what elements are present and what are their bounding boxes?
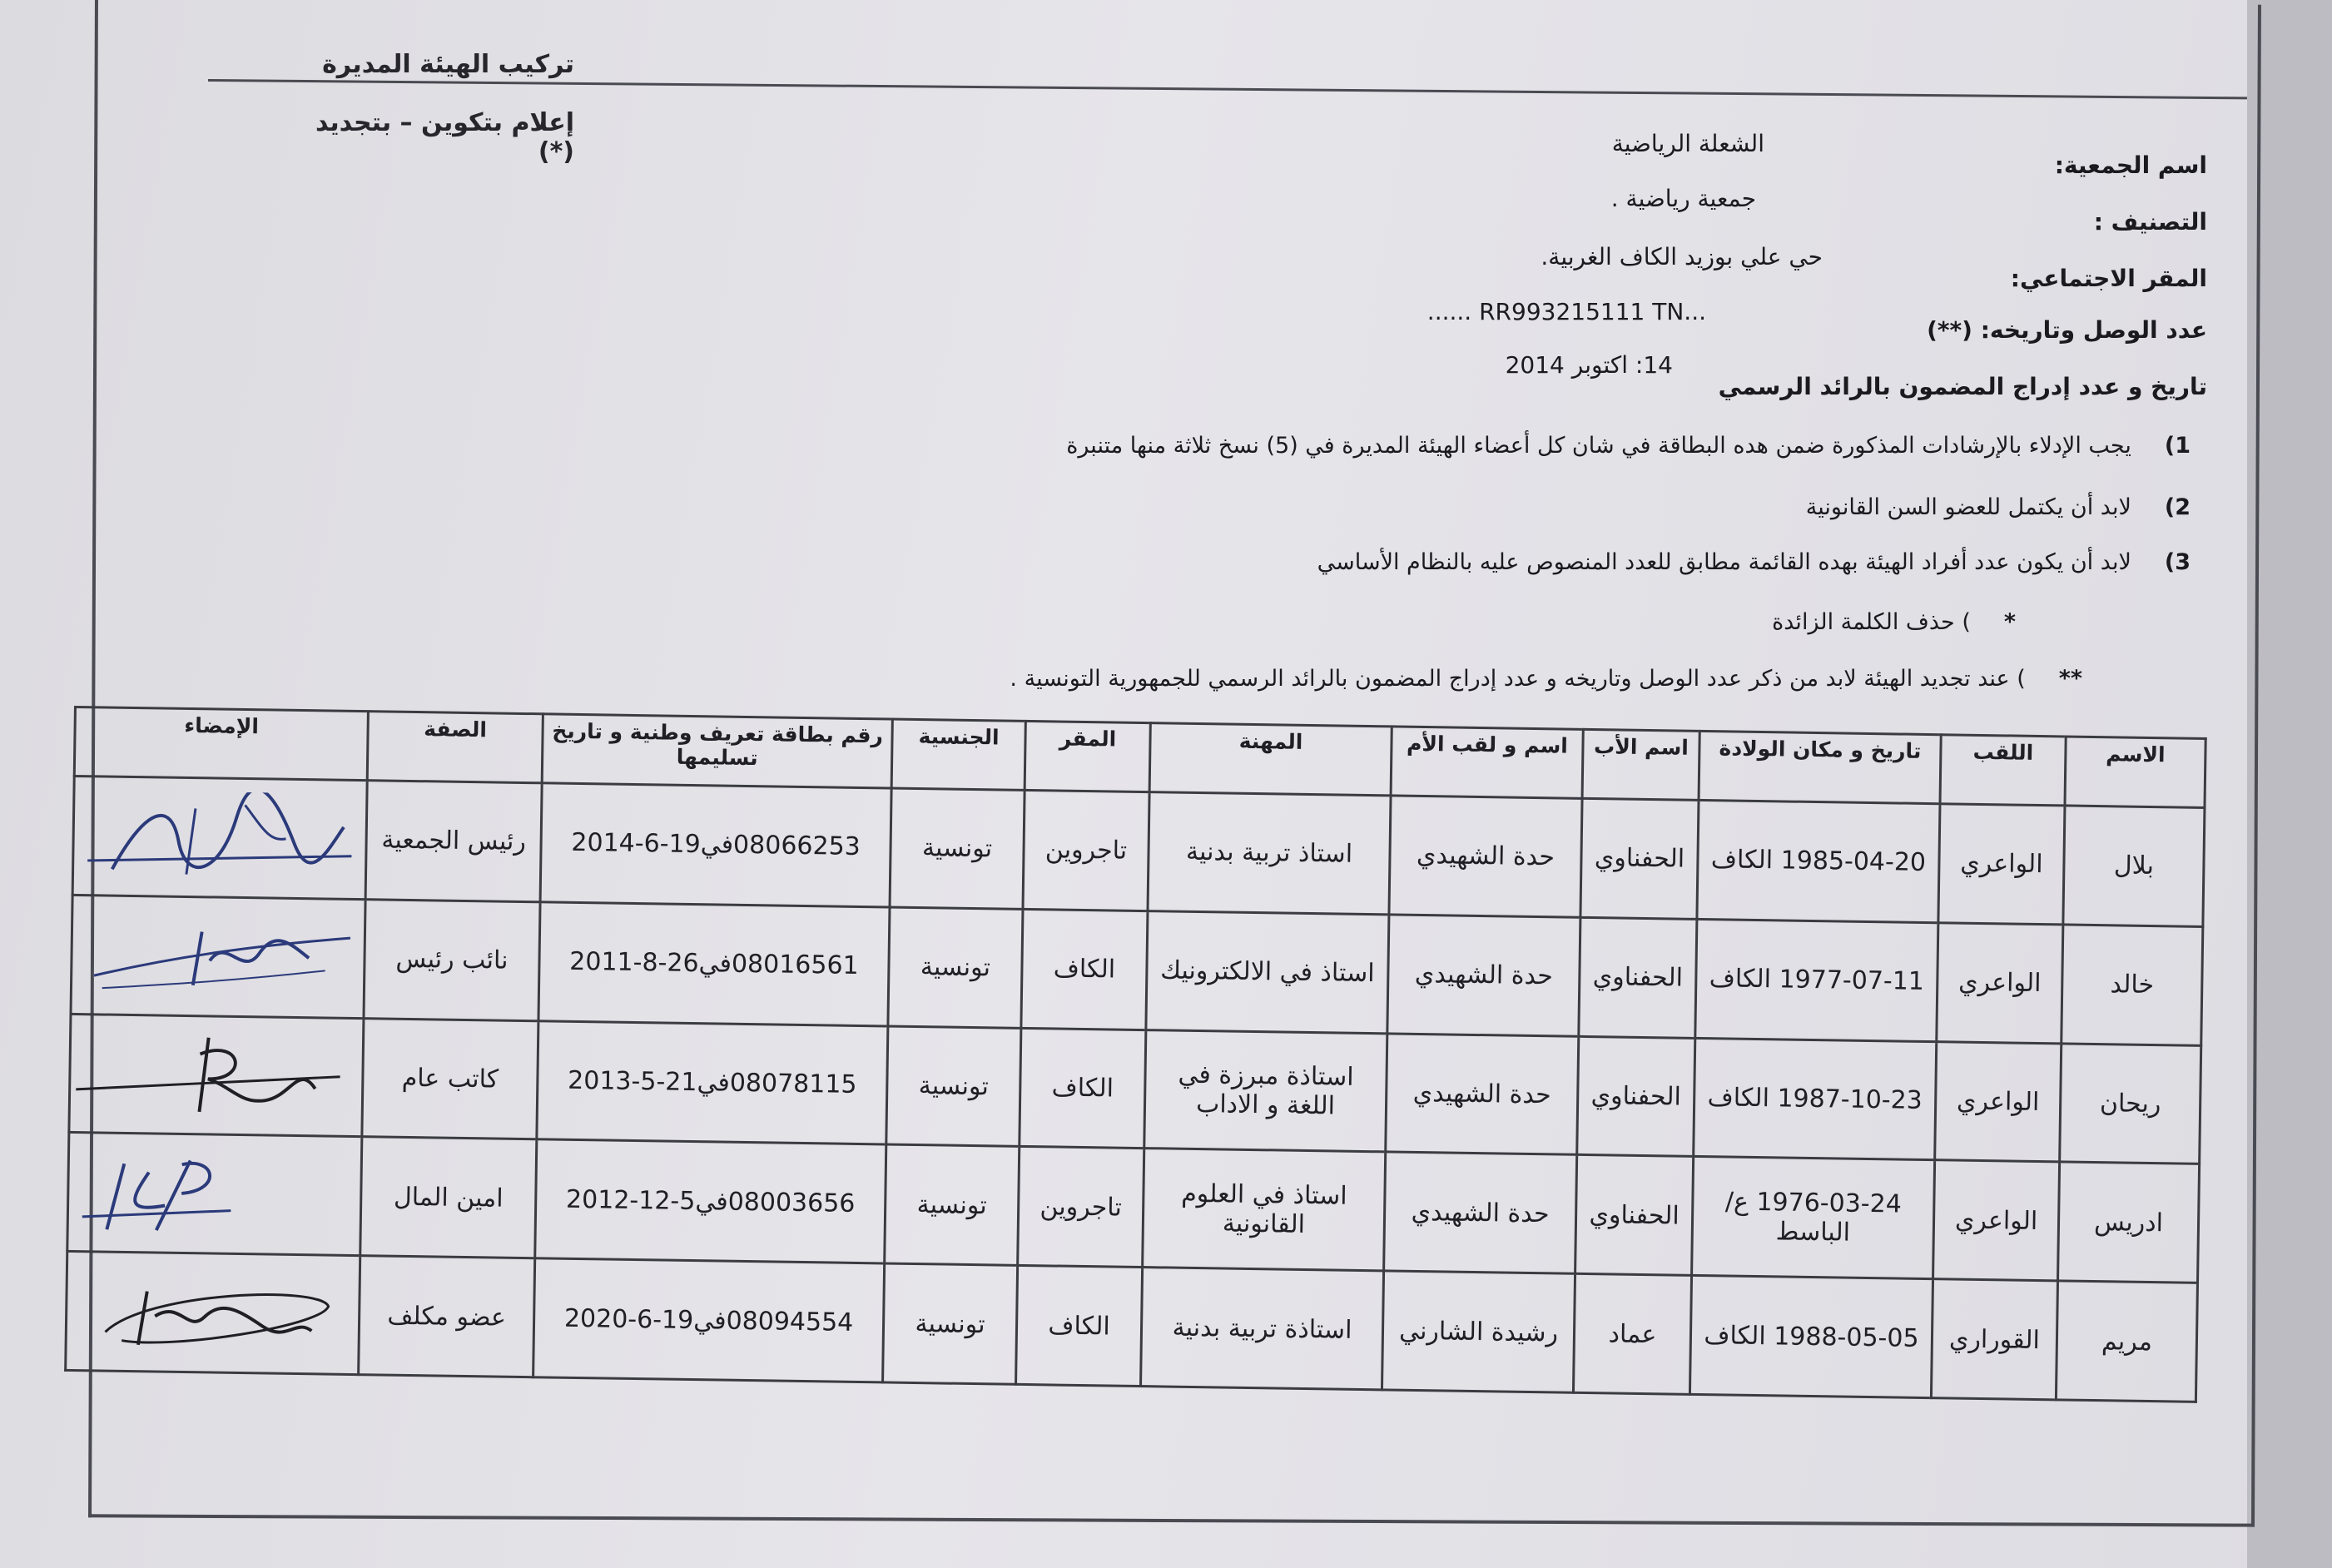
cell-surname: الواعري: [1935, 1041, 2062, 1162]
signature-3: [76, 1028, 358, 1124]
col-header-name: الاسم: [2065, 737, 2205, 807]
field-label-name: اسم الجمعية:: [2054, 151, 2207, 179]
cell-mother: حدة الشهيدي: [1386, 1033, 1579, 1154]
cell-mother: حدة الشهيدي: [1387, 915, 1580, 1036]
cell-signature: [69, 1014, 364, 1137]
col-header-signature: الإمضاء: [74, 707, 368, 780]
cell-birth: 1988-05-05 الكاف: [1689, 1276, 1933, 1398]
col-header-mother: اسم و لقب الأم: [1391, 727, 1583, 798]
cell-birth: 1987-10-23 الكاف: [1694, 1038, 1937, 1160]
cell-role: عضو مكلف: [359, 1256, 535, 1377]
cell-mother: حدة الشهيدي: [1389, 796, 1582, 917]
cell-job: استاذ تربية بدنية: [1148, 792, 1391, 915]
cell-role: نائب رئيس: [364, 899, 540, 1020]
note-3: 3)لابد أن يكون عدد أفراد الهيئة بهده القائمة مطابق للعدد المنصوص عليه بالنظام الأساسي: [1317, 549, 2191, 575]
form-title: تركيب الهيئة المديرة: [322, 50, 574, 79]
signature-5: [72, 1265, 354, 1361]
signature-1: [79, 790, 361, 886]
col-header-nationality: الجنسية: [891, 719, 1025, 790]
field-value-gazette: 14: اكتوبر 2014: [1505, 351, 1673, 379]
field-label-receipt: عدد الوصل وتاريخه: (**): [1927, 316, 2207, 344]
col-header-surname: اللقب: [1940, 735, 2066, 806]
cell-job: استاذة تربية بدنية: [1141, 1268, 1384, 1390]
cell-signature: [66, 1252, 360, 1375]
cell-id-card: 08094554في19-6-2020: [533, 1258, 885, 1382]
cell-signature: [67, 1133, 362, 1256]
note-asterisk: *) حذف الكلمة الزائدة: [1772, 609, 2016, 635]
cell-id-card: 08003656في5-12-2012: [535, 1139, 886, 1263]
field-value-seat: حي علي بوزيد الكاف الغربية.: [1541, 243, 1823, 270]
cell-residence: الكاف: [1020, 1028, 1146, 1149]
cell-birth: 1977-07-11 الكاف: [1695, 919, 1938, 1041]
cell-job: استاذ في العلوم القانونية: [1143, 1149, 1386, 1271]
cell-id-card: 08078115في21-5-2013: [537, 1020, 888, 1144]
col-header-id-card: رقم بطاقة تعريف وطنية و تاريخ تسليمها: [542, 714, 892, 788]
cell-mother: حدة الشهيدي: [1384, 1152, 1577, 1273]
cell-father: عماد: [1573, 1273, 1691, 1394]
cell-name: بلال: [2063, 806, 2205, 926]
cell-id-card: 08016561في26-8-2011: [538, 902, 890, 1026]
signature-4: [74, 1146, 356, 1242]
col-header-residence: المقر: [1025, 721, 1150, 791]
cell-nationality: تونسية: [883, 1263, 1018, 1384]
cell-id-card: 08066253في19-6-2014: [540, 783, 891, 907]
field-label-gazette: تاريخ و عدد إدراج المضمون بالرائد الرسمي: [1718, 373, 2207, 400]
cell-nationality: تونسية: [885, 1144, 1020, 1265]
board-members-table: [67, 706, 2207, 1403]
cell-surname: الواعري: [1937, 923, 2063, 1044]
cell-role: امين المال: [360, 1137, 537, 1258]
col-header-father: اسم الأب: [1582, 729, 1699, 800]
cell-signature: [72, 776, 367, 899]
field-value-category: جمعية رياضية .: [1610, 185, 1756, 212]
note-double-asterisk: **) عند تجديد الهيئة لابد من ذكر عدد الوصل وتاريخه و عدد إدراج المضمون بالرائد الرسمي للجمهورية التونسية .: [1010, 666, 2082, 692]
cell-surname: القوراري: [1931, 1279, 2057, 1400]
cell-mother: رشيدة الشارني: [1382, 1271, 1575, 1392]
cell-role: رئيس الجمعية: [365, 781, 542, 902]
cell-residence: تاجروين: [1023, 790, 1149, 911]
association-fields: [0, 0, 2332, 749]
cell-name: ادريس: [2058, 1162, 2200, 1283]
col-header-birth: تاريخ و مكان الولادة: [1699, 731, 1941, 803]
cell-signature: [71, 895, 365, 1018]
cell-father: الحفناوي: [1580, 798, 1699, 919]
note-1: 1)يجب الإدلاء بالإرشادات المذكورة ضمن هده البطاقة في شان كل أعضاء الهيئة المديرة في (5) نسخ ثلاثة منها متنبرة: [1066, 433, 2191, 459]
col-header-role: الصفة: [367, 712, 543, 783]
cell-father: الحفناوي: [1575, 1155, 1694, 1276]
cell-nationality: تونسية: [886, 1026, 1021, 1147]
cell-name: خالد: [2062, 925, 2203, 1045]
note-2: 2)لابد أن يكتمل للعضو السن القانونية: [1805, 494, 2191, 520]
cell-birth: 1985-04-20 الكاف: [1697, 800, 1940, 922]
cell-residence: تاجروين: [1018, 1147, 1144, 1268]
cell-residence: الكاف: [1021, 909, 1148, 1030]
cell-birth: 1976-03-24 ع/ الباسط: [1692, 1157, 1935, 1279]
cell-name: ريحان: [2060, 1044, 2201, 1164]
cell-job: استاذ في الالكترونيك: [1146, 911, 1389, 1033]
cell-name: مريم: [2056, 1281, 2197, 1402]
cell-job: استاذة مبرزة في اللغة و الاداب: [1144, 1030, 1387, 1152]
field-value-name: الشعلة الرياضية: [1611, 130, 1764, 157]
cell-father: الحفناوي: [1577, 1036, 1695, 1157]
signature-2: [77, 909, 360, 1005]
field-value-receipt: ...... RR993215111 TN...: [1426, 298, 1706, 325]
form-subtitle: إعلام بتكوين – بتجديد (*): [315, 108, 574, 166]
field-label-category: التصنيف :: [2093, 208, 2207, 236]
cell-surname: الواعري: [1938, 804, 2065, 925]
col-header-job: المهنة: [1149, 723, 1392, 796]
cell-father: الحفناوي: [1579, 917, 1697, 1038]
cell-nationality: تونسية: [890, 788, 1025, 909]
cell-residence: الكاف: [1016, 1266, 1143, 1387]
cell-nationality: تونسية: [888, 907, 1023, 1028]
cell-role: كاتب عام: [362, 1018, 538, 1139]
field-label-seat: المقر الاجتماعي:: [2010, 265, 2207, 292]
cell-surname: الواعري: [1933, 1160, 2060, 1281]
